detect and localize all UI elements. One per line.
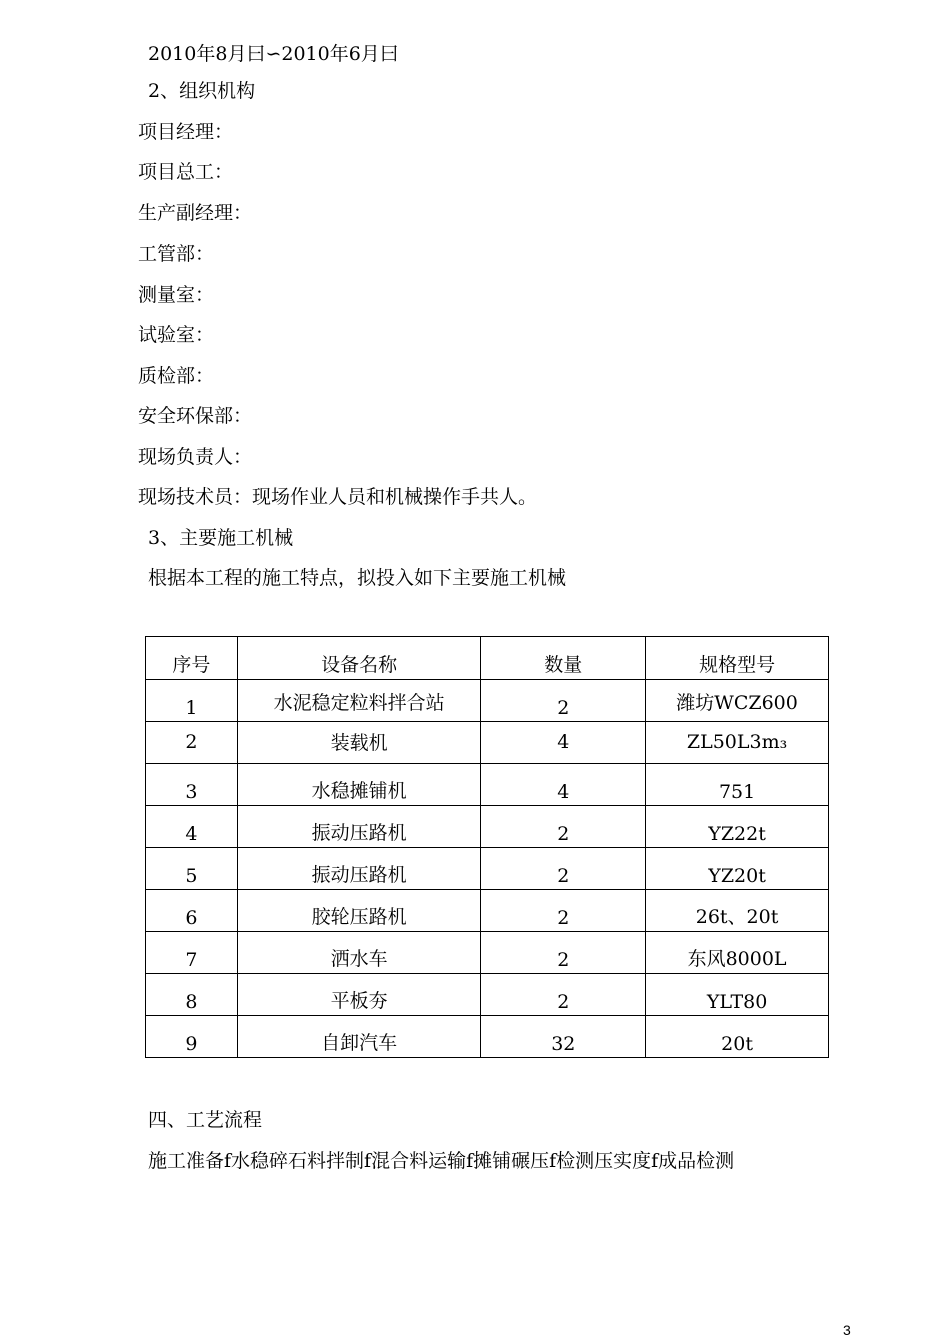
table-cell: 振动压路机 <box>237 848 481 890</box>
table-cell: 7 <box>146 932 238 974</box>
table-cell: 水泥稳定粒料拌合站 <box>237 680 481 722</box>
site-leader-line: 现场负责人： <box>138 446 253 468</box>
table-cell: 4 <box>481 722 646 764</box>
table-cell: 2 <box>481 932 646 974</box>
table-row <box>146 974 829 1016</box>
table-cell: 振动压路机 <box>237 806 481 848</box>
table-cell: 装载机 <box>237 722 481 764</box>
production-deputy-line: 生产副经理： <box>138 202 253 224</box>
quality-dept-line: 质检部： <box>138 365 215 387</box>
survey-room-line: 测量室： <box>138 284 215 306</box>
table-cell: 潍坊WCZ600 <box>646 680 829 722</box>
table-row <box>146 722 829 764</box>
table-row <box>146 764 829 806</box>
table-cell: 4 <box>481 764 646 806</box>
table-cell: 2 <box>481 848 646 890</box>
table-cell: 2 <box>481 974 646 1016</box>
table-cell: 东风8000L <box>646 932 829 974</box>
table-row <box>146 806 829 848</box>
table-cell: 自卸汽车 <box>237 1016 481 1058</box>
safety-dept-line: 安全环保部： <box>138 405 253 427</box>
table-cell: 1 <box>146 680 238 722</box>
process-flow: 施工准备f水稳碎石料拌制f混合料运输f摊铺碾压f检测压实度f成品检测 <box>148 1150 735 1172</box>
table-cell: YZ20t <box>646 848 829 890</box>
site-technician-line: 现场技术员：现场作业人员和机械操作手共人。 <box>138 486 538 508</box>
table-cell: 水稳摊铺机 <box>237 764 481 806</box>
chief-engineer-line: 项目总工： <box>138 161 234 183</box>
date-range: 2010年8月曰∽2010年6月曰 <box>148 43 399 65</box>
table-cell: 平板夯 <box>237 974 481 1016</box>
header-cell: 设备名称 <box>237 637 481 680</box>
table-cell: YLT80 <box>646 974 829 1016</box>
table-cell: 洒水车 <box>237 932 481 974</box>
table-row <box>146 932 829 974</box>
header-cell: 数量 <box>481 637 646 680</box>
page-number: 3 <box>843 1322 851 1338</box>
section3-intro: 根据本工程的施工特点，拟投入如下主要施工机械 <box>148 567 567 589</box>
table-cell: 2 <box>146 722 238 764</box>
table-cell: 4 <box>146 806 238 848</box>
section3-heading: 3、主要施工机械 <box>148 527 294 549</box>
table-cell: YZ22t <box>646 806 829 848</box>
table-cell: 3 <box>146 764 238 806</box>
section2-heading: 2、组织机构 <box>148 80 256 102</box>
table-cell: 8 <box>146 974 238 1016</box>
table-header-row <box>146 637 829 680</box>
table-cell: 5 <box>146 848 238 890</box>
header-cell: 规格型号 <box>646 637 829 680</box>
table-row <box>146 848 829 890</box>
table-row <box>146 890 829 932</box>
table-cell: 9 <box>146 1016 238 1058</box>
table-row <box>146 1016 829 1058</box>
project-manager-line: 项目经理： <box>138 121 234 143</box>
table-cell: 20t <box>646 1016 829 1058</box>
engineering-dept-line: 工管部： <box>138 243 215 265</box>
table-cell: 6 <box>146 890 238 932</box>
table-cell: 2 <box>481 806 646 848</box>
table-row <box>146 680 829 722</box>
table-cell: 2 <box>481 680 646 722</box>
section4-heading: 四、工艺流程 <box>148 1109 263 1131</box>
header-cell: 序号 <box>146 637 238 680</box>
table-cell: 32 <box>481 1016 646 1058</box>
equipment-table <box>145 636 829 1058</box>
table-cell: 26t、20t <box>646 890 829 932</box>
table-cell: 2 <box>481 890 646 932</box>
test-room-line: 试验室： <box>138 324 215 346</box>
table-cell: 751 <box>646 764 829 806</box>
table-cell: 胶轮压路机 <box>237 890 481 932</box>
table-cell: ZL50L3m₃ <box>646 722 829 764</box>
